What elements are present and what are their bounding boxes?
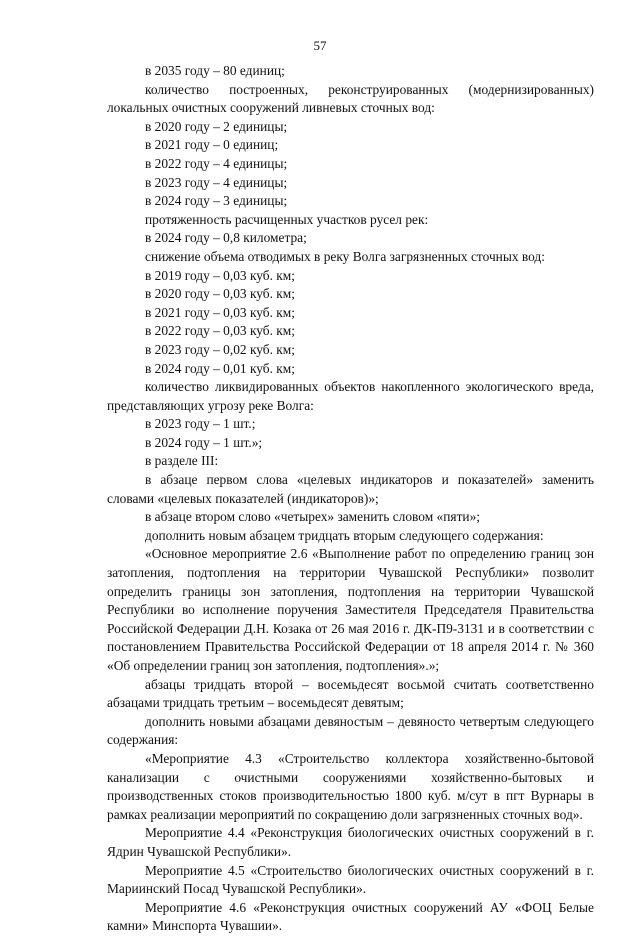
paragraph: в 2020 году – 0,03 куб. км; xyxy=(145,286,295,302)
paragraph: в 2024 году – 3 единицы; xyxy=(145,193,288,209)
paragraph: дополнить новыми абзацами девяностым – девяносто четвертым следующего содержания: xyxy=(107,713,594,748)
paragraph: снижение объема отводимых в реку Волга загрязненных сточных вод: xyxy=(145,248,545,264)
paragraph: «Основное мероприятие 2.6 «Выполнение работ по определению границ зон затопления, подтопления на территории Чувашской Республики» позволит определить границы зон затопления, подтопления на территории Чувашской Республики во исполнение поручения Заместителя Председателя Правительства Российской Федерации Д.Н. Козака от 26 мая 2016 г. ДК-П9-3131 и в соответствии с постановлением Правительства Российской Федерации от 18 апреля 2014 г. № 360 «Об определении границ зон затопления, подтопления».»; xyxy=(107,546,594,673)
page-number: 57 xyxy=(313,38,327,53)
paragraph: в абзаце первом слова «целевых индикаторов и показателей» заменить словами «целевых показателей (индикаторов)»; xyxy=(107,472,594,506)
paragraph: в 2023 году – 4 единицы; xyxy=(145,174,288,190)
paragraph: в 2035 году – 80 единиц; xyxy=(145,63,285,78)
paragraph: в 2022 году – 4 единицы; xyxy=(145,155,288,171)
paragraph: Мероприятие 4.6 «Реконструкция очистных сооружений АУ «ФОЦ Белые камни» Минспорта Чувашии». xyxy=(107,899,594,934)
paragraph: в 2022 году – 0,03 куб. км; xyxy=(145,323,295,339)
paragraph: в абзаце втором слово «четырех» заменить словом «пяти»; xyxy=(145,509,481,525)
paragraph: в разделе III: xyxy=(145,453,219,469)
paragraph: дополнить новым абзацем тридцать вторым следующего содержания: xyxy=(145,527,544,543)
paragraph: количество построенных, реконструированных (модернизированных) локальных очистных сооружений ливневых сточных вод: xyxy=(107,81,594,116)
paragraph: в 2021 году – 0,03 куб. км; xyxy=(145,304,295,320)
paragraph: протяженность расчищенных участков русел рек: xyxy=(145,211,429,227)
paragraph: в 2023 году – 0,02 куб. км; xyxy=(145,341,295,357)
paragraph: Мероприятие 4.5 «Строительство биологических очистных сооружений в г. Мариинский Посад Чувашской Республики». xyxy=(107,862,594,897)
paragraph: абзацы тридцать второй – восемьдесят восьмой считать соответственно абзацами тридцать третьим – восемьдесят девятым; xyxy=(107,676,594,711)
paragraph: в 2019 году – 0,03 куб. км; xyxy=(145,267,295,283)
paragraph: «Мероприятие 4.3 «Строительство коллектора хозяйственно-бытовой канализации с очистными сооружениями хозяйственно-бытовых и производственных стоков производительностью 1800 куб. м/сут в пгт Вурнары в рамках реализации мероприятий по сокращению доли загрязненных сточных вод». xyxy=(107,750,594,822)
paragraph: в 2020 году – 2 единицы; xyxy=(145,118,288,134)
paragraph: в 2024 году – 1 шт.»; xyxy=(145,434,263,450)
document-body xyxy=(107,62,594,936)
paragraph: в 2021 году – 0 единиц; xyxy=(145,137,279,153)
paragraph: в 2024 году – 0,8 километра; xyxy=(145,230,307,246)
paragraph: в 2023 году – 1 шт.; xyxy=(145,416,256,432)
paragraph: в 2024 году – 0,01 куб. км; xyxy=(145,360,295,376)
paragraph: количество ликвидированных объектов накопленного экологического вреда, представляющих угрозу реке Волга: xyxy=(107,379,594,413)
paragraph: Мероприятие 4.4 «Реконструкция биологических очистных сооружений в г. Ядрин Чувашской Республики». xyxy=(107,825,594,859)
